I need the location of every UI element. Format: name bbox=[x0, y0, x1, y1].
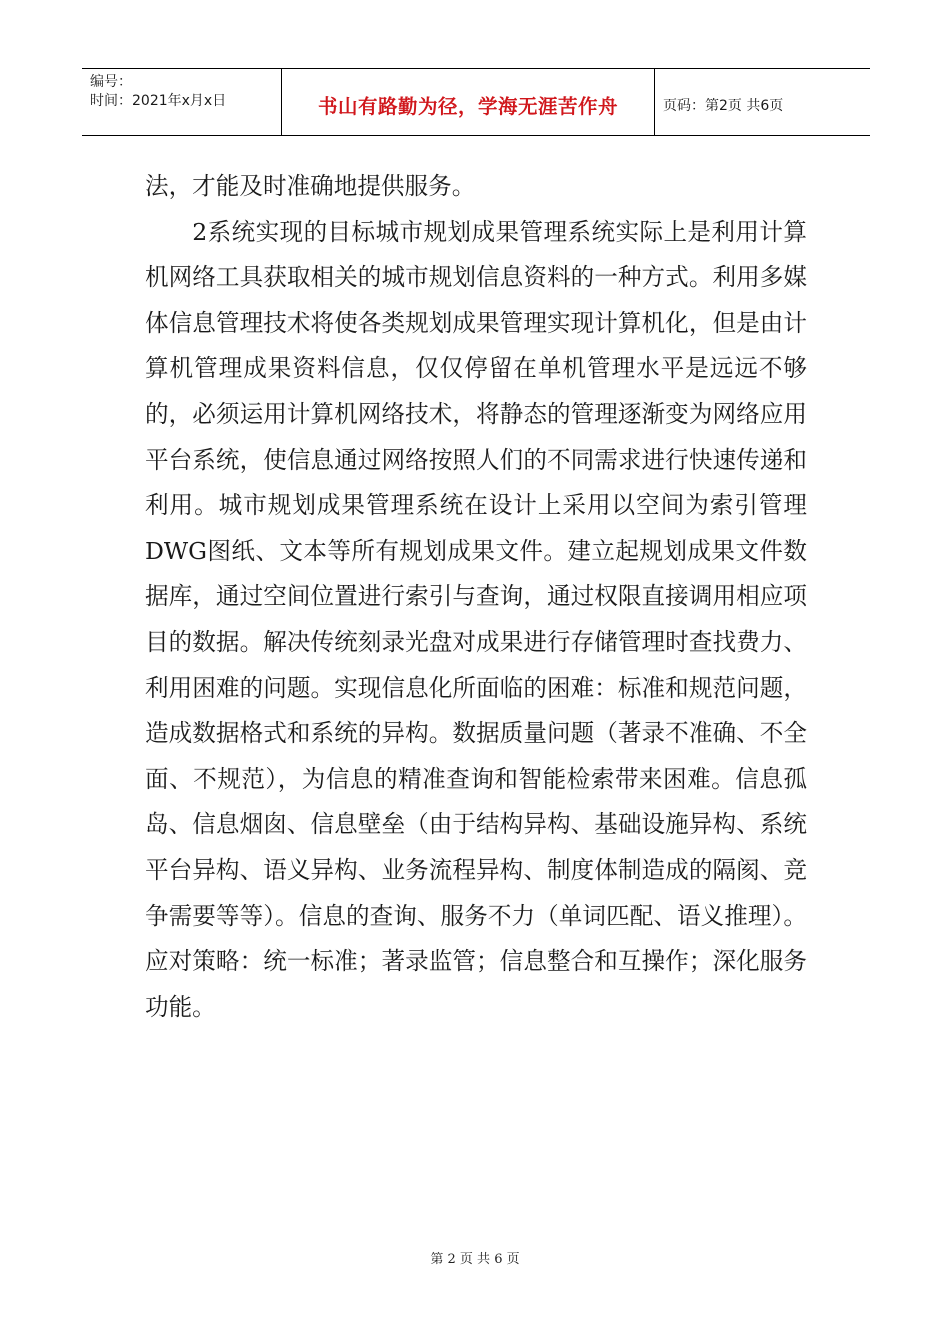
header-table bbox=[82, 68, 870, 136]
header-motto-cell bbox=[282, 69, 655, 135]
main-paragraph: 2系统实现的目标城市规划成果管理系统实际上是利用计算机网络工具获取相关的城市规划信息资料的一种方式。利用多媒体信息管理技术将使各类规划成果管理实现计算机化，但是由计算机管理成果资料信息，仅仅停留在单机管理水平是远远不够的，必须运用计算机网络技术，将静态的管理逐渐变为网络应用平台系统，使信息通过网络按照人们的不同需求进行快速传递和利用。城市规划成果管理系统在设计上采用以空间为索引管理DWG图纸、文本等所有规划成果文件。建立起规划成果文件数据库，通过空间位置进行索引与查询，通过权限直接调用相应项目的数据。解决传统刻录光盘对成果进行存储管理时查找费力、利用困难的问题。实现信息化所面临的困难：标准和规范问题，造成数据格式和系统的异构。数据质量问题（著录不准确、不全面、不规范），为信息的精准查询和智能检索带来困难。信息孤岛、信息烟囱、信息壁垒（由于结构异构、基础设施异构、系统平台异构、语义异构、业务流程异构、制度体制造成的隔阂、竞争需要等等）。信息的查询、服务不力（单词匹配、语义推理）。应对策略：统一标准；著录监管；信息整合和互操作；深化服务功能。 bbox=[145, 217, 807, 1021]
header-page-label: 页码：第2页 共6页 bbox=[663, 98, 784, 114]
header-meta-cell bbox=[82, 69, 282, 135]
document-date-label: 时间：2021年x月x日 bbox=[90, 93, 227, 109]
header-page-cell bbox=[655, 69, 870, 135]
document-number-label: 编号： bbox=[90, 74, 132, 90]
page-footer: 第 2 页 共 6 页 bbox=[430, 1252, 520, 1267]
document-body bbox=[145, 164, 807, 1030]
header-motto: 书山有路勤为径，学海无涯苦作舟 bbox=[317, 95, 618, 118]
continuation-paragraph: 法，才能及时准确地提供服务。 bbox=[145, 172, 476, 200]
